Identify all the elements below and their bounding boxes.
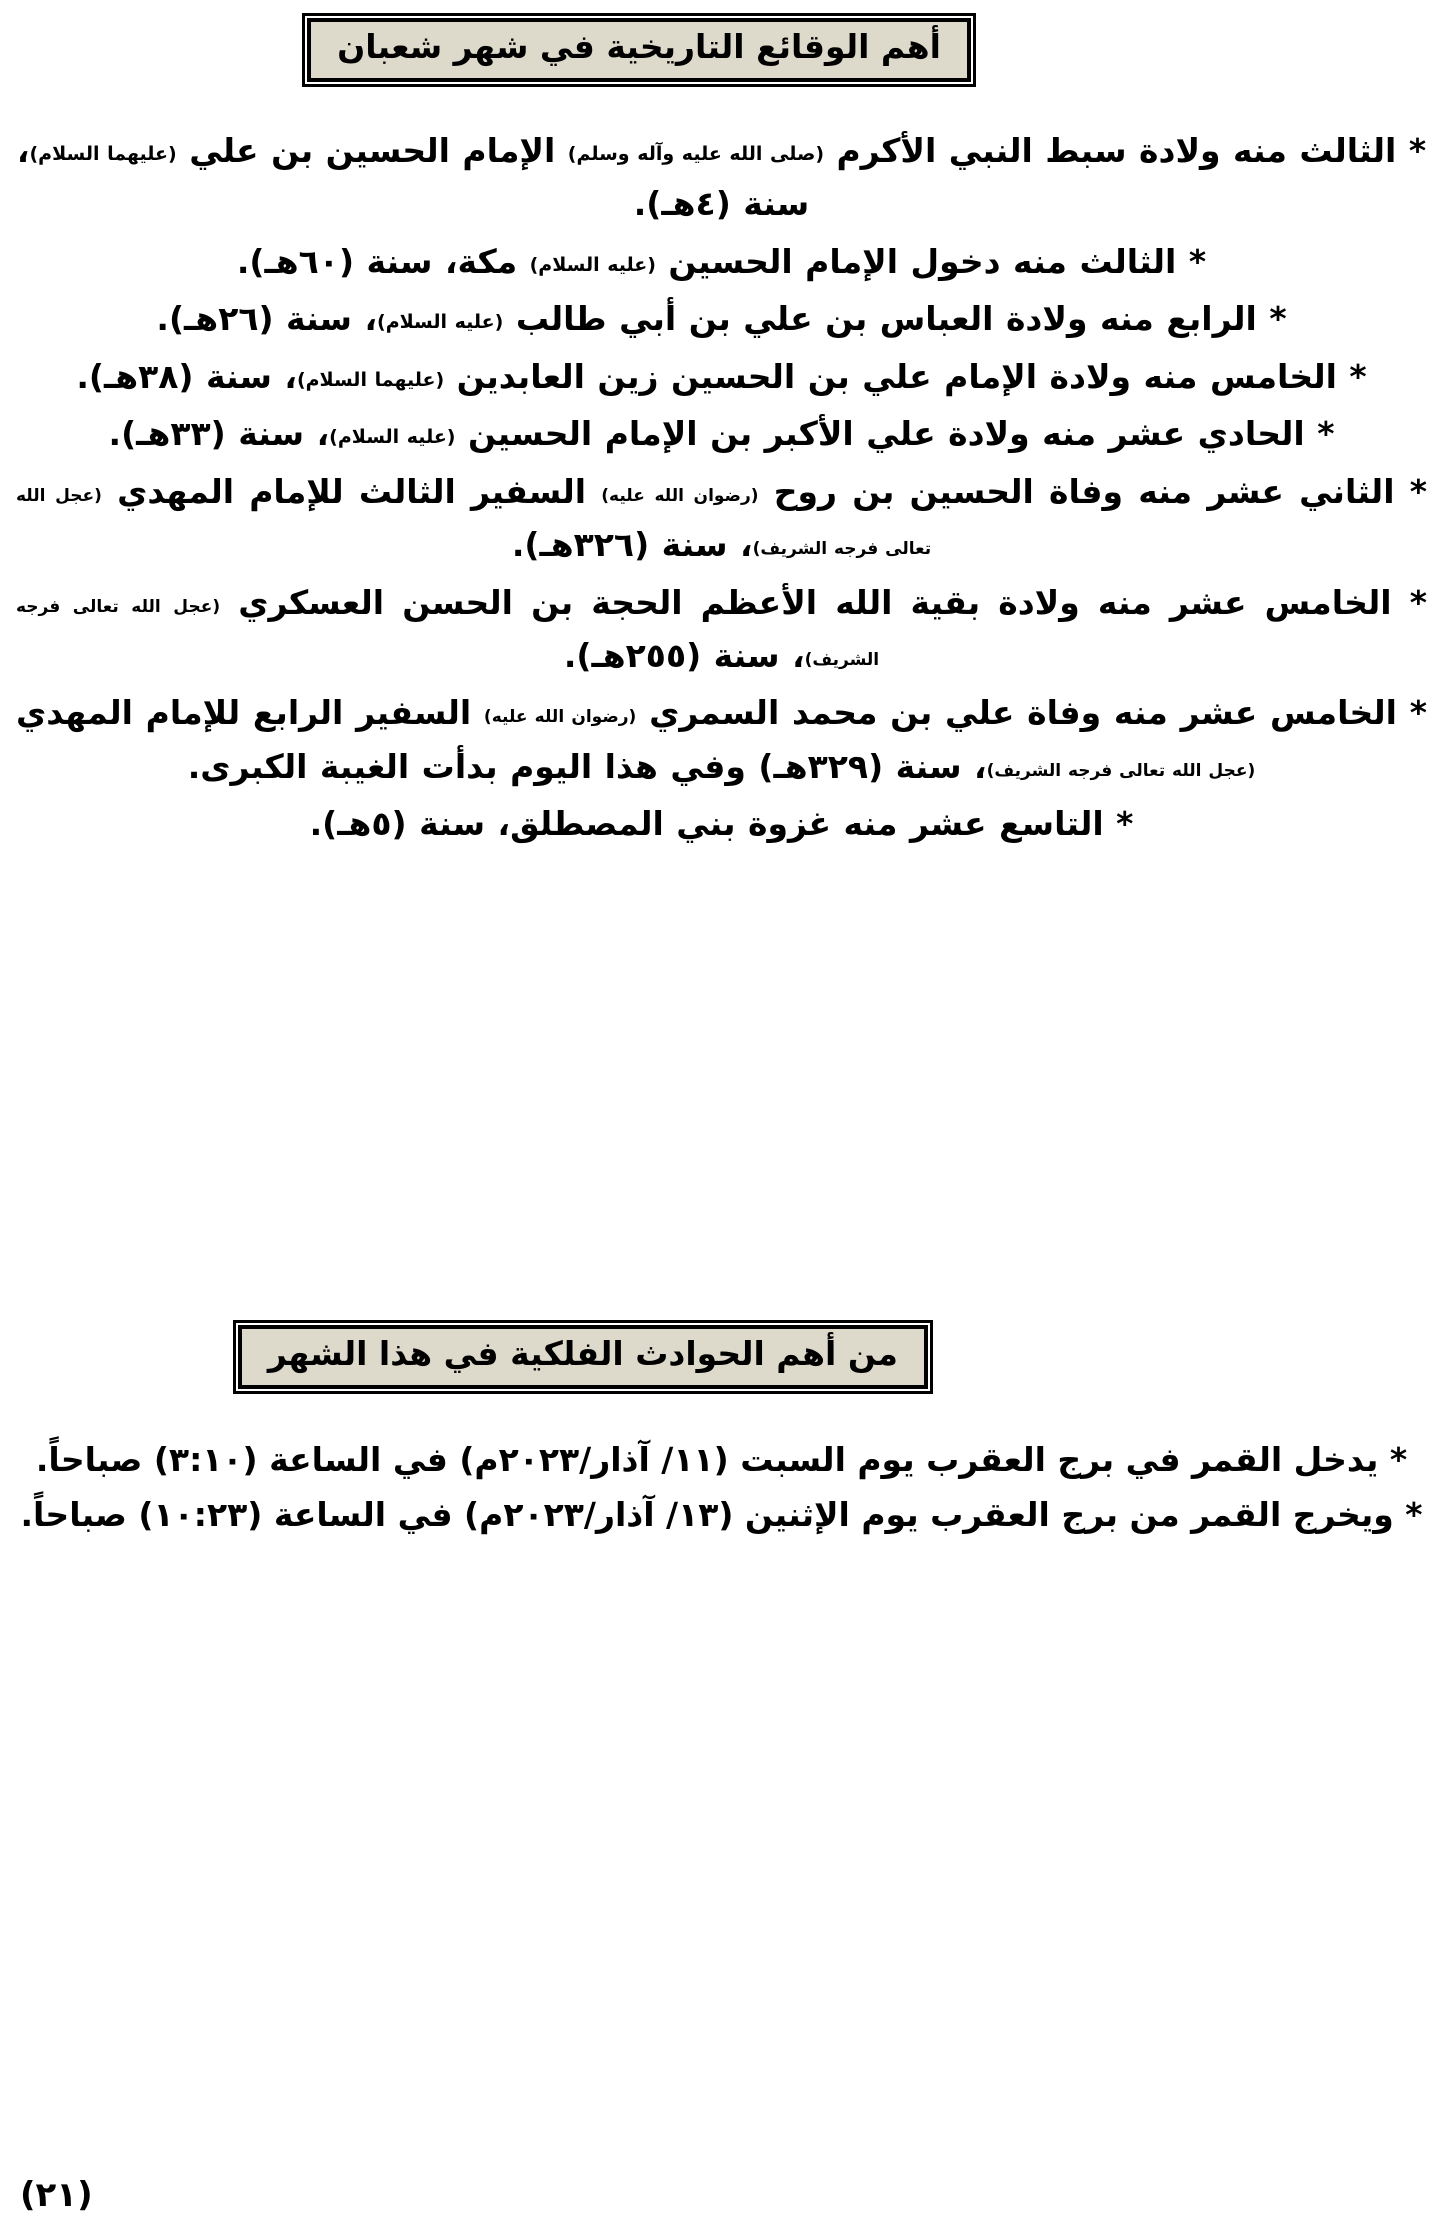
entry-text-1: ، سنة (٣٨هـ). xyxy=(76,356,297,396)
astronomical-events-heading-row xyxy=(0,1325,1443,1389)
entry-bullet: * xyxy=(1409,693,1427,733)
historical-event-entry xyxy=(0,124,1443,231)
historical-event-entry xyxy=(0,686,1443,793)
astronomical-events-list xyxy=(0,1433,1443,1542)
entry-bullet: * xyxy=(1409,582,1427,622)
historical-event-entry xyxy=(0,797,1443,850)
historical-event-entry xyxy=(0,292,1443,345)
entry-honorific-0: (عليهما السلام) xyxy=(296,368,445,391)
historical-events-list xyxy=(0,124,1443,851)
page-number: (٢١) xyxy=(20,2175,93,2215)
entry-bullet: * xyxy=(1349,356,1367,396)
entry-text-1: السفير الثالث للإمام المهدي xyxy=(101,471,602,511)
entry-honorific-1: (عجل الله تعالى فرجه الشريف) xyxy=(986,760,1256,781)
astronomical-event-entry: * ويخرج القمر من برج العقرب يوم الإثنين (١٣/ آذار/٢٠٢٣م) في الساعة (١٠:٢٣) صباحاً. xyxy=(20,1495,1423,1535)
entry-bullet: * xyxy=(1409,471,1427,511)
entry-text-1: ، سنة (٢٥٥هـ). xyxy=(563,636,805,676)
entry-bullet: * xyxy=(1269,299,1287,339)
entry-honorific-0: (رضوان الله عليه) xyxy=(601,485,759,506)
top-spacer xyxy=(0,0,1443,18)
entry-text-0: الخامس عشر منه وفاة علي بن محمد السمري xyxy=(636,693,1410,733)
historical-event-entry xyxy=(0,235,1443,288)
historical-event-entry xyxy=(0,350,1443,403)
historical-event-entry xyxy=(0,576,1443,683)
astronomical-event-entry: * يدخل القمر في برج العقرب يوم السبت (١١/ آذار/٢٠٢٣م) في الساعة (٣:١٠) صباحاً. xyxy=(35,1439,1408,1479)
entry-honorific-0: (عليه السلام) xyxy=(377,311,504,334)
entry-text-1: مكة، سنة (٦٠هـ). xyxy=(236,241,530,281)
entry-text-1: الإمام الحسين بن علي xyxy=(176,130,568,170)
entry-text-1: السفير الرابع للإمام المهدي xyxy=(16,693,484,733)
historical-events-heading-box xyxy=(307,18,971,82)
entry-bullet: * xyxy=(1116,804,1134,844)
entry-text-0: الرابع منه ولادة العباس بن علي بن أبي طالب xyxy=(503,299,1270,339)
entry-text-0: التاسع عشر منه غزوة بني المصطلق، سنة (٥هـ). xyxy=(309,804,1117,844)
entry-honorific-0: (رضوان الله عليه) xyxy=(483,707,637,728)
entry-bullet: * xyxy=(1188,241,1207,281)
entry-honorific-1: (عليهما السلام) xyxy=(29,142,177,165)
blank-spacer-region xyxy=(0,855,1443,1325)
historical-event-entry xyxy=(0,407,1443,460)
historical-events-heading-text: أهم الوقائع التاريخية في شهر شعبان xyxy=(337,27,941,66)
entry-text-1: ، سنة (٣٣هـ). xyxy=(108,414,330,454)
astronomical-events-heading-text: من أهم الحوادث الفلكية في هذا الشهر xyxy=(267,1333,898,1373)
entry-honorific-1: (عجل الله تعالى فرجه الشريف) xyxy=(16,485,932,560)
entry-bullet: * xyxy=(1408,130,1427,170)
entry-bullet: * xyxy=(1317,414,1335,454)
entry-text-1: ، سنة (٢٦هـ). xyxy=(156,299,378,339)
historical-events-heading-row xyxy=(0,18,1443,82)
entry-text-0: الحادي عشر منه ولادة علي الأكبر بن الإمام الحسين xyxy=(455,414,1318,454)
entry-text-0: الثالث منه دخول الإمام الحسين xyxy=(655,241,1189,281)
entry-honorific-0: (عليه السلام) xyxy=(329,426,456,449)
entry-text-0: الخامس عشر منه ولادة بقية الله الأعظم الحجة بن الحسن العسكري xyxy=(220,582,1410,622)
entry-text-0: الثاني عشر منه وفاة الحسين بن روح xyxy=(758,471,1410,511)
entry-honorific-0: (عليه السلام) xyxy=(529,253,656,276)
entry-text-0: الخامس منه ولادة الإمام علي بن الحسين زين العابدين xyxy=(444,356,1350,396)
entry-text-0: الثالث منه ولادة سبط النبي الأكرم xyxy=(824,130,1409,170)
astronomical-events-heading-box xyxy=(238,1325,928,1389)
entry-honorific-0: (عجل الله تعالى فرجه الشريف) xyxy=(16,596,880,671)
entry-text-2: ، سنة (٣٢٩هـ) وفي هذا اليوم بدأت الغيبة الكبرى. xyxy=(187,746,987,786)
entry-honorific-0: (صلى الله عليه وآله وسلم) xyxy=(567,142,824,165)
historical-event-entry xyxy=(0,465,1443,572)
entry-text-2: ، سنة (٣٢٦هـ). xyxy=(511,525,753,565)
entry-text-2: ، سنة (٤هـ). xyxy=(16,130,810,224)
